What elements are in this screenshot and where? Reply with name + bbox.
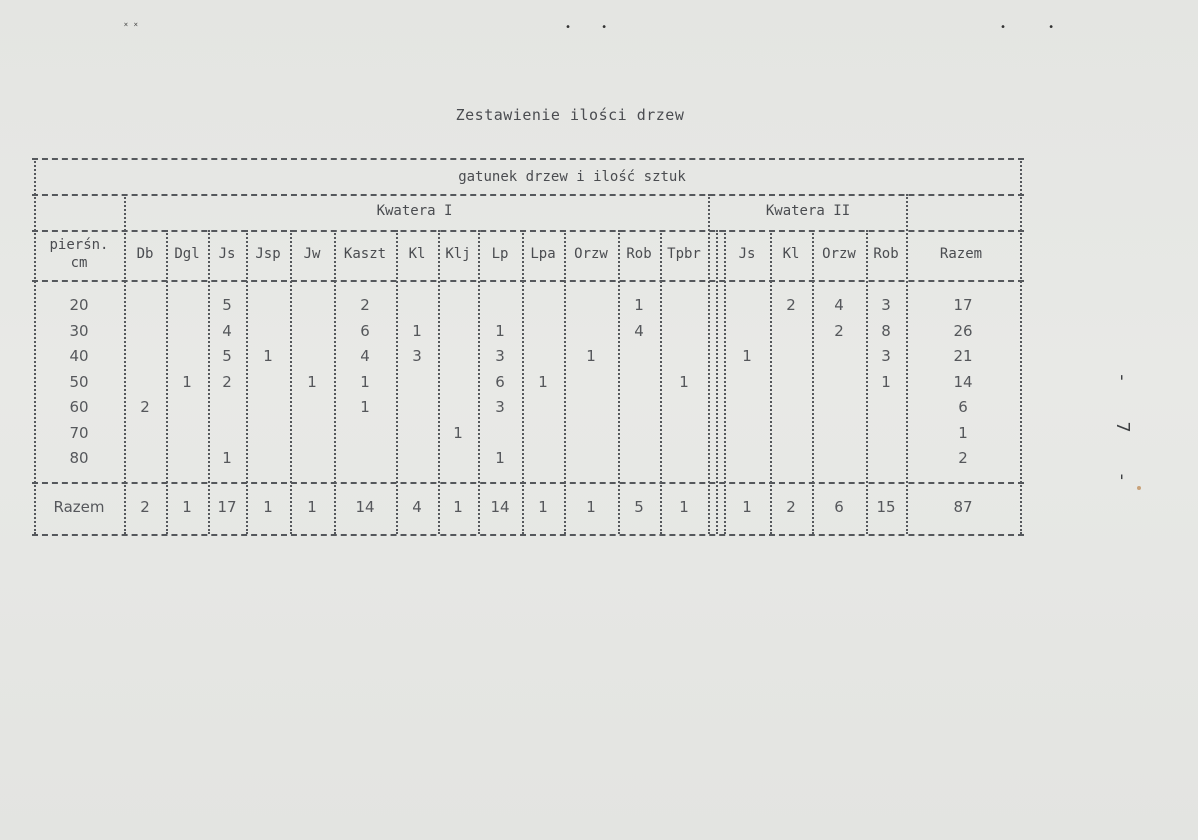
total-value: 6 [834,498,844,516]
tree-count-table [32,158,1024,542]
cell-value: 1 [182,373,192,391]
table-column-divider [724,230,726,534]
cell-value: 1 [360,373,370,391]
row-diameter: 20 [69,296,89,314]
total-value: 1 [453,498,463,516]
table-rule [32,194,1024,196]
row-diameter: 60 [69,398,89,416]
table-column-divider [812,230,814,534]
table-rule [32,534,1024,536]
table-column-divider [564,230,566,534]
cell-value: 5 [222,347,232,365]
row-total: 2 [958,449,968,467]
row-total: 6 [958,398,968,416]
cell-value: 3 [495,347,505,365]
total-value: 1 [742,498,752,516]
cell-value: 1 [495,322,505,340]
table-column-divider [34,158,36,534]
table-column-divider [708,194,710,534]
table-rule [32,280,1024,282]
cell-value: 1 [222,449,232,467]
header-species-group: gatunek drzew i ilość sztuk [458,169,686,185]
cell-value: 1 [495,449,505,467]
cell-value: 1 [742,347,752,365]
cell-value: 1 [412,322,422,340]
species-header-rob: Rob [626,246,652,262]
punch-mark: • • [1000,22,1055,33]
table-column-divider [716,230,718,534]
row-diameter: 80 [69,449,89,467]
header-total: Razem [939,246,983,262]
total-value: 4 [412,498,422,516]
header-kwatera-1: Kwatera I [376,203,453,219]
total-value: 2 [786,498,796,516]
total-value: 1 [307,498,317,516]
species-header-db: Db [136,246,154,262]
total-value: 1 [586,498,596,516]
table-rule [32,230,1024,232]
total-value: 1 [538,498,548,516]
row-diameter: 30 [69,322,89,340]
table-column-divider [770,230,772,534]
cell-value: 4 [222,322,232,340]
species-header-dgl: Dgl [174,246,200,262]
cell-value: 1 [586,347,596,365]
stain-spot [1137,486,1141,490]
species-header-lp: Lp [491,246,509,262]
species-header-orzw: Orzw [574,246,608,262]
row-diameter: 70 [69,424,89,442]
cell-value: 2 [834,322,844,340]
cell-value: 1 [634,296,644,314]
cell-value: 2 [222,373,232,391]
cell-value: 6 [495,373,505,391]
total-value: 5 [634,498,644,516]
header-diameter-unit: cm [70,255,88,271]
row-total: 21 [953,347,973,365]
cell-value: 3 [412,347,422,365]
header-kwatera-2: Kwatera II [765,203,851,219]
species-header-k2-rob: Rob [873,246,899,262]
species-header-js: Js [218,246,236,262]
header-diameter [34,236,124,272]
species-header-k2-js: Js [738,246,756,262]
punch-mark: ˟ ˟ [124,22,138,33]
cell-value: 2 [140,398,150,416]
total-value: 14 [355,498,375,516]
cell-value: 8 [881,322,891,340]
row-total: 17 [953,296,973,314]
row-diameter: 40 [69,347,89,365]
total-value: 1 [679,498,689,516]
cell-value: 2 [360,296,370,314]
totals-label: Razem [53,498,105,516]
species-header-kl: Kl [408,246,426,262]
total-value: 1 [182,498,192,516]
cell-value: 1 [360,398,370,416]
cell-value: 1 [881,373,891,391]
cell-value: 5 [222,296,232,314]
species-header-lpa: Lpa [530,246,556,262]
cell-value: 3 [495,398,505,416]
table-column-divider [124,194,126,534]
cell-value: 4 [834,296,844,314]
species-header-jsp: Jsp [255,246,281,262]
cell-value: 1 [679,373,689,391]
cell-value: 1 [307,373,317,391]
page-number: - 7 - [1112,372,1133,497]
species-header-klj: Klj [445,246,471,262]
table-column-divider [618,230,620,534]
row-total: 1 [958,424,968,442]
table-column-divider [1020,158,1022,534]
document-title: Zestawienie ilości drzew [455,106,685,124]
row-total: 14 [953,373,973,391]
species-header-k2-kl: Kl [782,246,800,262]
species-header-kaszt: Kaszt [343,246,387,262]
total-value: 14 [490,498,510,516]
grand-total: 87 [953,498,973,516]
punch-mark: • • [565,22,608,33]
species-header-jw: Jw [303,246,321,262]
table-column-divider [438,230,440,534]
total-value: 15 [876,498,896,516]
cell-value: 1 [538,373,548,391]
cell-value: 2 [786,296,796,314]
cell-value: 3 [881,347,891,365]
cell-value: 1 [263,347,273,365]
row-total: 26 [953,322,973,340]
table-rule [32,158,1024,160]
total-value: 1 [263,498,273,516]
cell-value: 4 [360,347,370,365]
table-column-divider [246,230,248,534]
species-header-tpbr: Tpbr [667,246,701,262]
cell-value: 1 [453,424,463,442]
cell-value: 4 [634,322,644,340]
species-header-k2-orzw: Orzw [822,246,856,262]
total-value: 17 [217,498,237,516]
header-diameter-label: pierśn. [49,237,109,253]
row-diameter: 50 [69,373,89,391]
cell-value: 3 [881,296,891,314]
cell-value: 6 [360,322,370,340]
total-value: 2 [140,498,150,516]
table-rule [32,482,1024,484]
table-column-divider [396,230,398,534]
